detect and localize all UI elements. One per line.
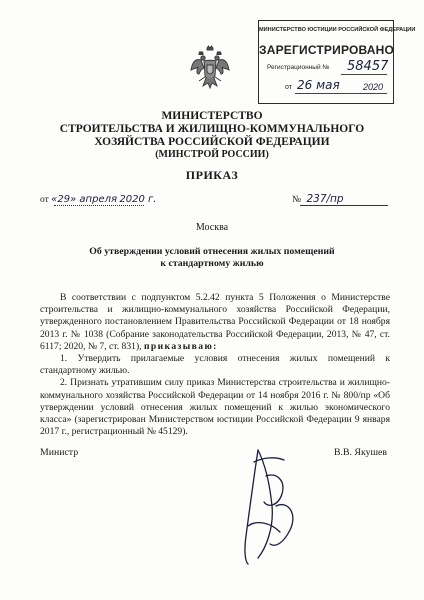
stamp-underline [341, 74, 387, 75]
order-number [292, 193, 344, 205]
order-number-label: № [292, 195, 302, 205]
coat-of-arms-icon [190, 44, 230, 90]
order-subject [0, 246, 424, 270]
number-underline [300, 205, 388, 206]
stamp-regnum-label: Регистрационный № [267, 64, 330, 71]
order-date-year: 2020 г. [119, 194, 157, 205]
ministry-title-line: ХОЗЯЙСТВА РОССИЙСКОЙ ФЕДЕРАЦИИ [94, 136, 330, 148]
order-number-handwritten: 237/пр [306, 193, 344, 205]
signer-title: Министр [40, 447, 79, 458]
city: Москва [195, 222, 229, 233]
document-type: ПРИКАЗ [185, 168, 239, 182]
ministry-short-name: (МИНСТРОЙ РОССИИ) [155, 149, 269, 160]
body-paragraph-preamble [40, 292, 390, 353]
stamp-date-value: 26 мая [297, 78, 340, 92]
order-date-prefix: от [40, 195, 49, 205]
body-paragraph-item-1: 1. Утвердить прилагаемые условия отнесения жилых помещений к стандартному жилью. [40, 353, 390, 377]
stamp-ministry: МИНИСТЕРСТВО ЮСТИЦИИ РОССИЙСКОЙ ФЕДЕРАЦИИ [259, 27, 416, 33]
stamp-from-label: от [285, 84, 292, 91]
ministry-title-line: МИНИСТЕРСТВО [161, 110, 263, 122]
stamp-year-value: 2020 [363, 82, 384, 92]
order-subject-line: Об утверждении условий отнесения жилых помещений [89, 246, 335, 257]
order-date-handwritten: «29» апреля [51, 194, 117, 205]
stamp-regnum-value: 58457 [347, 59, 389, 74]
ministry-title [0, 110, 424, 149]
handwritten-signature-icon [236, 436, 306, 578]
body-paragraph-item-2: 2. Признать утратившим силу приказ Министерства строительства и жилищно-коммунального хозяйства Российской Федерации от 14 ноября 2016 г. № 800/пр «Об утверждении условий отнесения жилых помещений к жилью экономического класса» (зарегистрирован Министерством юстиции Российской Федерации 9 января 2017 г., регистрационный № 45129). [40, 377, 390, 438]
order-body [40, 292, 390, 438]
order-date [40, 194, 156, 205]
date-underline [54, 205, 144, 206]
stamp-underline [295, 93, 387, 94]
order-directive: приказываю: [143, 340, 218, 352]
stamp-registered: ЗАРЕГИСТРИРОВАНО [259, 43, 395, 57]
preamble-text: В соответствии с подпунктом 5.2.42 пункта 5 Положения о Министерстве строительства и жилищно-коммунального хозяйства Российской Федерации, утвержденного постановлением Правительства Российской Федерации от 18 ноября 2013 г. № 1038 (Собрание законодательства Российской Федерации, 2013, № 47, ст. 6117; 2020, № 7, ст. 831), [40, 292, 390, 352]
signer-name: В.В. Якушев [334, 447, 387, 458]
ministry-title-line: СТРОИТЕЛЬСТВА И ЖИЛИЩНО-КОММУНАЛЬНОГО [59, 123, 365, 135]
order-subject-line: к стандартному жилью [160, 258, 264, 269]
registration-stamp [258, 20, 416, 104]
